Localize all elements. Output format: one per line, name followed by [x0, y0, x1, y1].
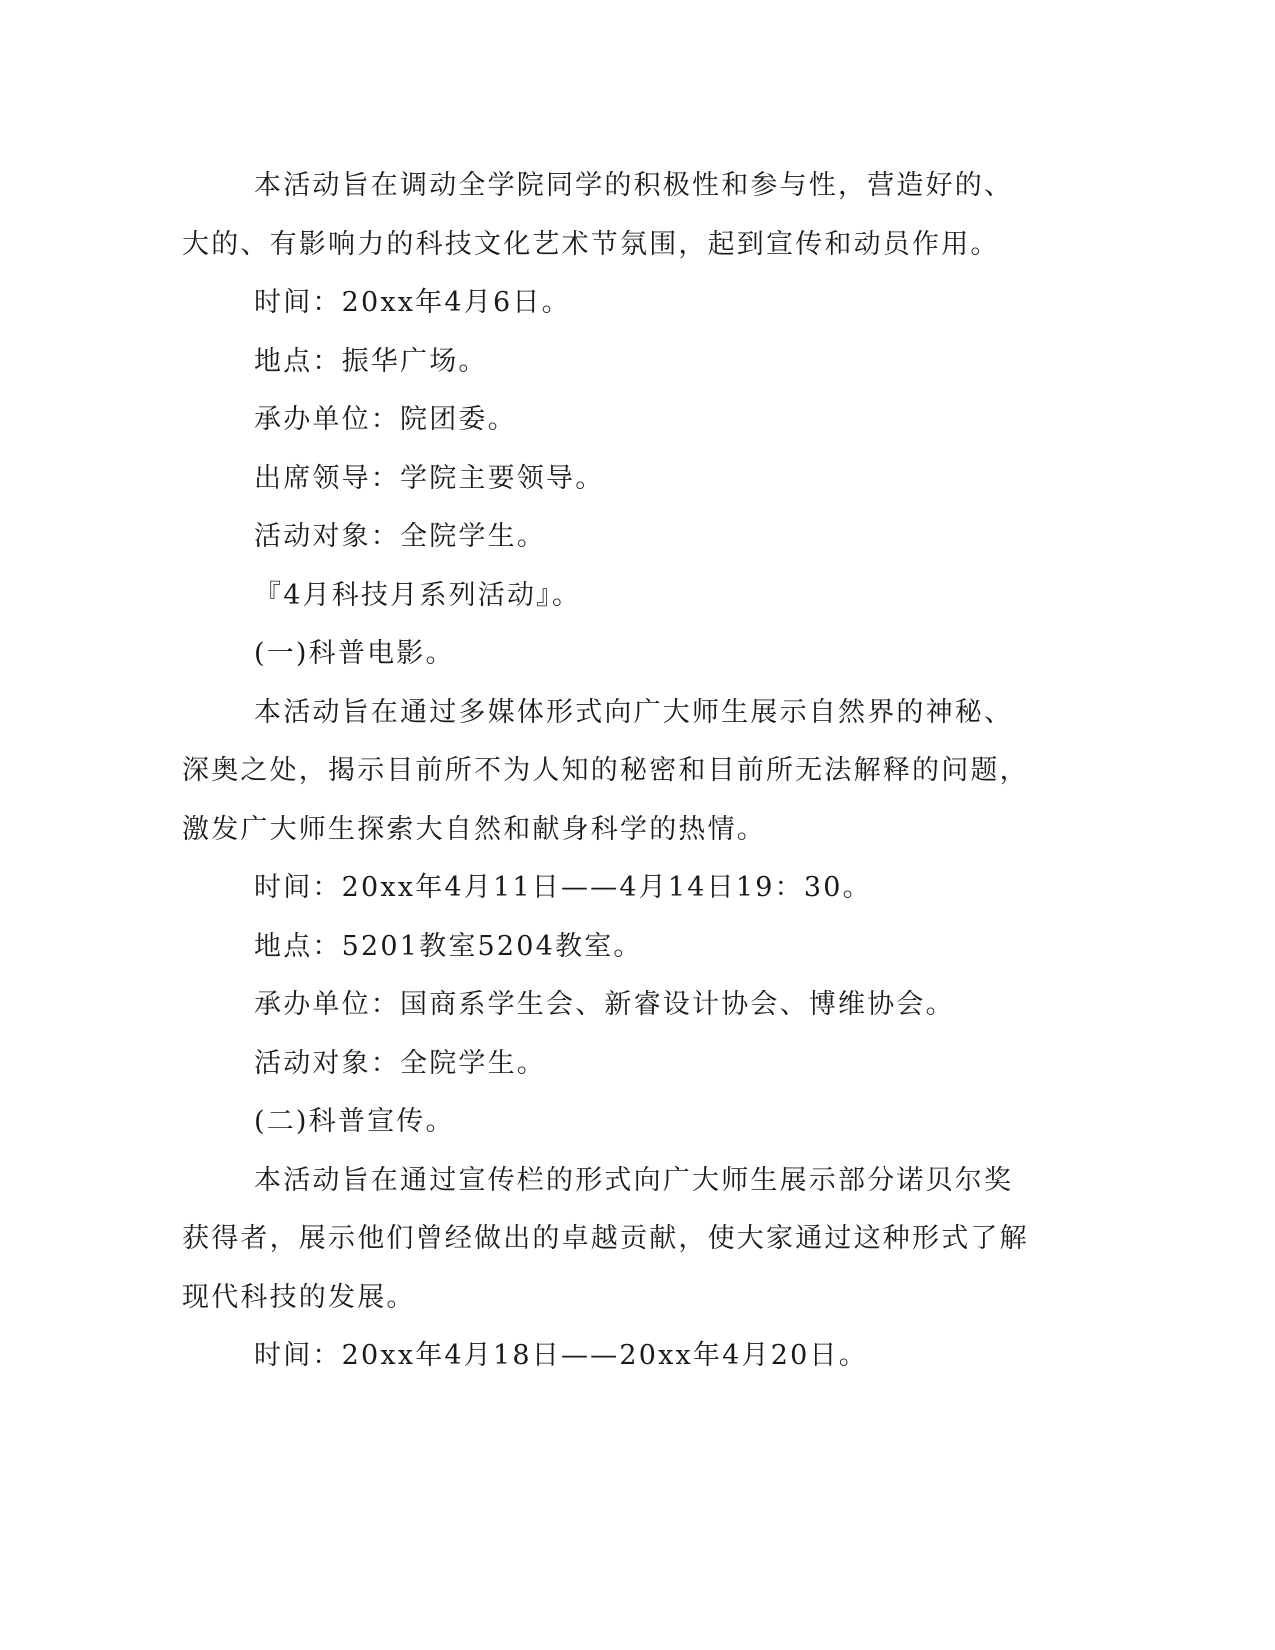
paragraph-film-location: 地点：5201教室5204教室。 [254, 930, 643, 962]
paragraph-film-audience: 活动对象：全院学生。 [254, 1047, 546, 1079]
paragraph-time: 时间：20xx年4月6日。 [254, 287, 571, 318]
paragraph-audience: 活动对象：全院学生。 [254, 521, 546, 552]
paragraph-film-time: 时间：20xx年4月11日——4月14日19：30。 [254, 872, 872, 903]
paragraph-organizer: 承办单位：院团委。 [254, 404, 517, 435]
subsection-heading: (一)科普电影。 [254, 638, 455, 669]
paragraph-location: 地点：振华广场。 [254, 345, 488, 377]
subsection-heading: (二)科普宣传。 [254, 1106, 455, 1137]
document-body [182, 157, 1030, 1386]
section-heading: 『4月科技月系列活动』。 [254, 579, 582, 611]
paragraph-publicity-purpose: 本活动旨在通过宣传栏的形式向广大师生展示部分诺贝尔奖获得者，展示他们曾经做出的卓越贡献，使大家通过这种形式了解现代科技的发展。 [182, 1164, 1029, 1313]
paragraph-purpose: 本活动旨在调动全学院同学的积极性和参与性，营造好的、大的、有影响力的科技文化艺术节氛围，起到宣传和动员作用。 [182, 170, 1014, 260]
paragraph-publicity-time: 时间：20xx年4月18日——20xx年4月20日。 [254, 1340, 868, 1371]
paragraph-film-organizer: 承办单位：国商系学生会、新睿设计协会、博维协会。 [254, 989, 955, 1020]
paragraph-film-purpose: 本活动旨在通过多媒体形式向广大师生展示自然界的神秘、深奥之处，揭示目前所不为人知的秘密和目前所无法解释的问题，激发广大师生探索大自然和献身科学的热情。 [182, 696, 1029, 845]
paragraph-leaders: 出席领导：学院主要领导。 [254, 462, 605, 494]
